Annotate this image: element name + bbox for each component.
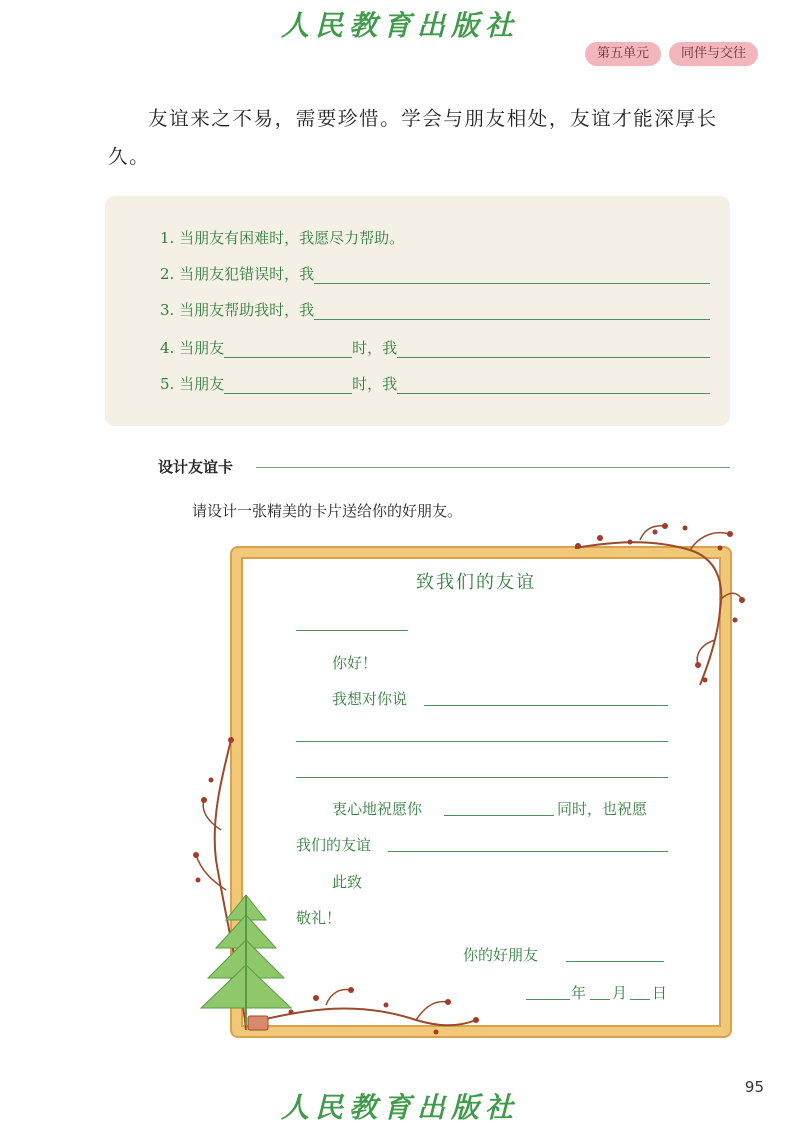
prompt-2-text: 2. 当朋友犯错误时，我	[160, 265, 315, 283]
card-year-blank[interactable]	[526, 999, 570, 1000]
card-year-label: 年	[571, 984, 587, 1002]
card-day-label: 日	[652, 984, 668, 1002]
prompt-5	[160, 370, 710, 394]
card-cizhi: 此致	[332, 873, 363, 891]
prompt-2-blank[interactable]	[314, 265, 710, 284]
prompt-3	[160, 296, 710, 320]
prompt-5-text-a: 5. 当朋友	[160, 375, 225, 393]
prompt-2	[160, 260, 710, 284]
card-title: 致我们的友谊	[416, 572, 536, 593]
unit-chips	[585, 42, 758, 66]
card-say-blank[interactable]	[424, 705, 668, 706]
card-day-blank[interactable]	[630, 999, 650, 1000]
publisher-logo-top: 人民教育出版社	[280, 9, 519, 42]
card-friend-label: 你的好朋友	[463, 946, 539, 964]
topic-badge: 同伴与交往	[669, 42, 758, 66]
prompt-3-blank[interactable]	[314, 301, 710, 320]
card-friendship-blank[interactable]	[388, 851, 668, 852]
card-greeting: 你好！	[332, 654, 378, 672]
branch-decoration-top-right-icon	[570, 520, 745, 695]
card-jingli: 敬礼！	[296, 909, 342, 927]
section-divider	[256, 467, 730, 468]
prompt-5-text-b: 时，我	[352, 375, 398, 393]
prompt-1-text: 1. 当朋友有困难时，我愿尽力帮助。	[160, 229, 405, 247]
prompt-3-text: 3. 当朋友帮助我时，我	[160, 301, 315, 319]
prompt-1	[160, 224, 710, 248]
card-wish-label-b: 同时，也祝愿	[557, 800, 648, 818]
intro-paragraph: 友谊来之不易，需要珍惜。学会与朋友相处，友谊才能深厚长久。	[108, 107, 718, 168]
card-message-blank-2[interactable]	[296, 777, 668, 778]
friendship-prompts-panel	[105, 196, 730, 426]
section-title: 设计友谊卡	[158, 458, 234, 476]
page-number: 95	[744, 1078, 764, 1096]
card-friendship-label: 我们的友谊	[296, 836, 372, 854]
section-instruction: 请设计一张精美的卡片送给你的好朋友。	[192, 502, 463, 520]
card-say-label: 我想对你说	[332, 690, 408, 708]
prompt-4-blank-a[interactable]	[224, 339, 352, 358]
unit-badge: 第五单元	[585, 42, 661, 66]
prompt-4	[160, 334, 710, 358]
recipient-name-blank[interactable]	[296, 630, 408, 631]
card-month-blank[interactable]	[590, 999, 610, 1000]
prompt-4-text-a: 4. 当朋友	[160, 339, 225, 357]
prompt-4-blank-b[interactable]	[397, 339, 710, 358]
publisher-logo-bottom: 人民教育出版社	[280, 1091, 519, 1124]
card-month-label: 月	[612, 984, 628, 1002]
card-friend-name-blank[interactable]	[566, 961, 664, 962]
card-wish-blank[interactable]	[444, 815, 554, 816]
card-message-blank-1[interactable]	[296, 741, 668, 742]
card-wish-label: 衷心地祝愿你	[332, 800, 423, 818]
prompt-5-blank-b[interactable]	[397, 375, 710, 394]
prompt-4-text-b: 时，我	[352, 339, 398, 357]
prompt-5-blank-a[interactable]	[224, 375, 352, 394]
